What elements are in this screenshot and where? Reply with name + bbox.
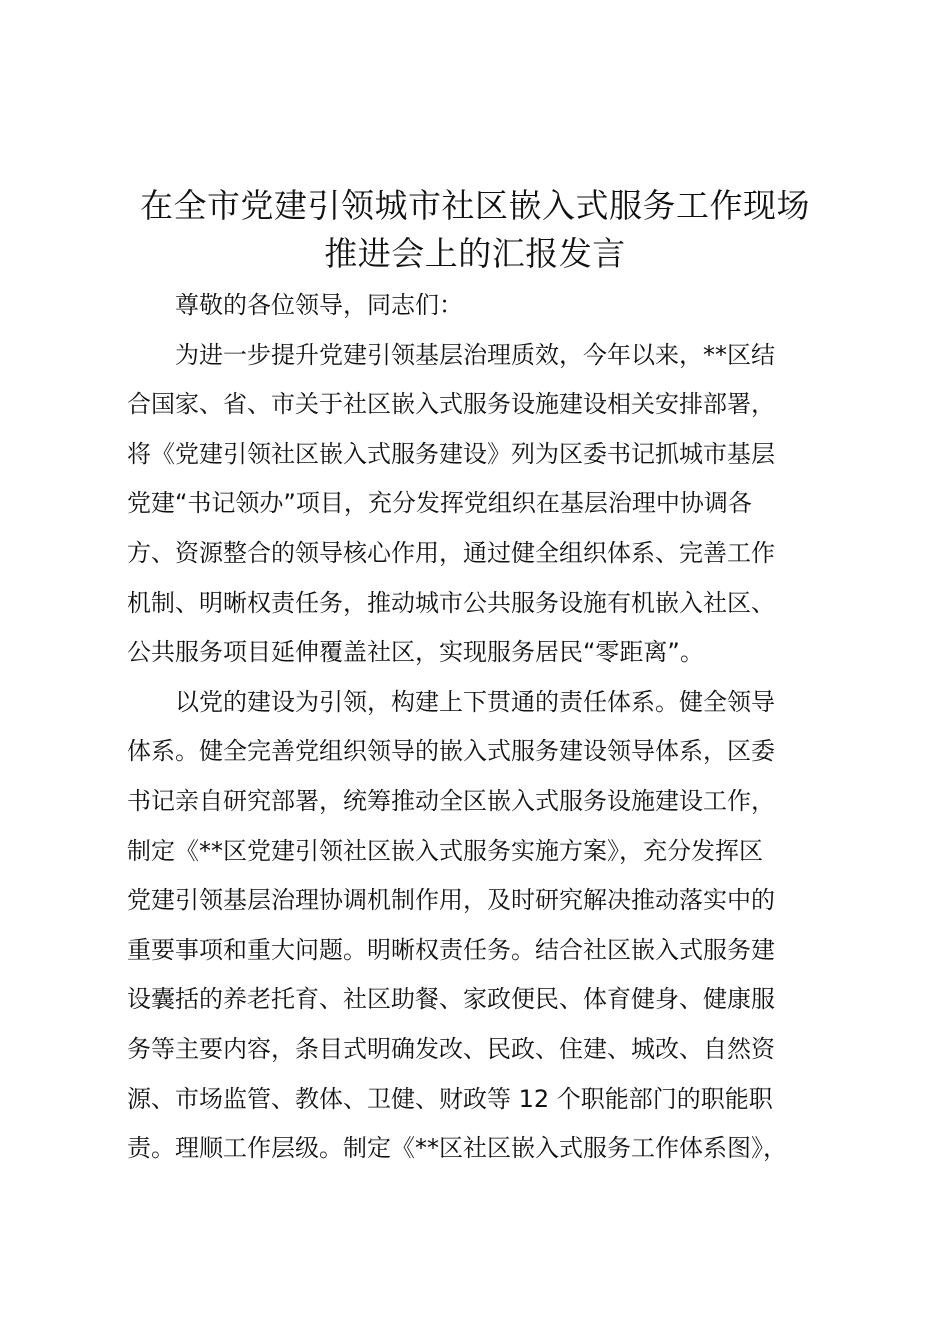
paragraph-2-line: 重要事项和重大问题。明晰权责任务。结合社区嵌入式服务建 bbox=[127, 935, 775, 964]
paragraph-1-line: 方、资源整合的领导核心作用，通过健全组织体系、完善工作 bbox=[127, 538, 775, 567]
paragraph-2-line: 党建引领基层治理协调机制作用，及时研究解决推动落实中的 bbox=[127, 886, 775, 915]
paragraph-2-line: 设囊括的养老托育、社区助餐、家政便民、体育健身、健康服 bbox=[127, 985, 775, 1014]
paragraph-2-line: 体系。健全完善党组织领导的嵌入式服务建设领导体系，区委 bbox=[127, 737, 775, 766]
paragraph-2-line: 责。理顺工作层级。制定《**区社区嵌入式服务工作体系图》， bbox=[127, 1134, 787, 1163]
paragraph-2-line: 源、市场监管、教体、卫健、财政等 12 个职能部门的职能职 bbox=[127, 1084, 773, 1113]
paragraph-1-line: 公共服务项目延伸覆盖社区，实现服务居民“零距离”。 bbox=[127, 638, 704, 667]
document-title bbox=[110, 182, 840, 278]
paragraph-2-line: 书记亲自研究部署，统筹推动全区嵌入式服务设施建设工作， bbox=[127, 786, 775, 815]
title-line-2: 推进会上的汇报发言 bbox=[324, 234, 626, 273]
title-line-1: 在全市党建引领城市社区嵌入式服务工作现场 bbox=[140, 186, 810, 225]
paragraph-1-line: 为进一步提升党建引领基层治理质效，今年以来，**区结 bbox=[127, 340, 775, 369]
paragraph-1-line: 将《党建引领社区嵌入式服务建设》列为区委书记抓城市基层 bbox=[127, 439, 775, 468]
paragraph-2-line: 务等主要内容，条目式明确发改、民政、住建、城改、自然资 bbox=[127, 1034, 775, 1063]
salutation: 尊敬的各位领导，同志们： bbox=[127, 291, 463, 319]
paragraph-1-line: 党建“书记领办”项目，充分发挥党组织在基层治理中协调各 bbox=[127, 489, 752, 518]
document-body bbox=[127, 281, 847, 1174]
paragraph-2-line: 以党的建设为引领，构建上下贯通的责任体系。健全领导 bbox=[127, 687, 775, 716]
paragraph-2-line: 制定《**区党建引领社区嵌入式服务实施方案》，充分发挥区 bbox=[127, 836, 763, 865]
paragraph-1-line: 合国家、省、市关于社区嵌入式服务设施建设相关安排部署， bbox=[127, 390, 775, 419]
paragraph-1-line: 机制、明晰权责任务，推动城市公共服务设施有机嵌入社区、 bbox=[127, 588, 775, 617]
